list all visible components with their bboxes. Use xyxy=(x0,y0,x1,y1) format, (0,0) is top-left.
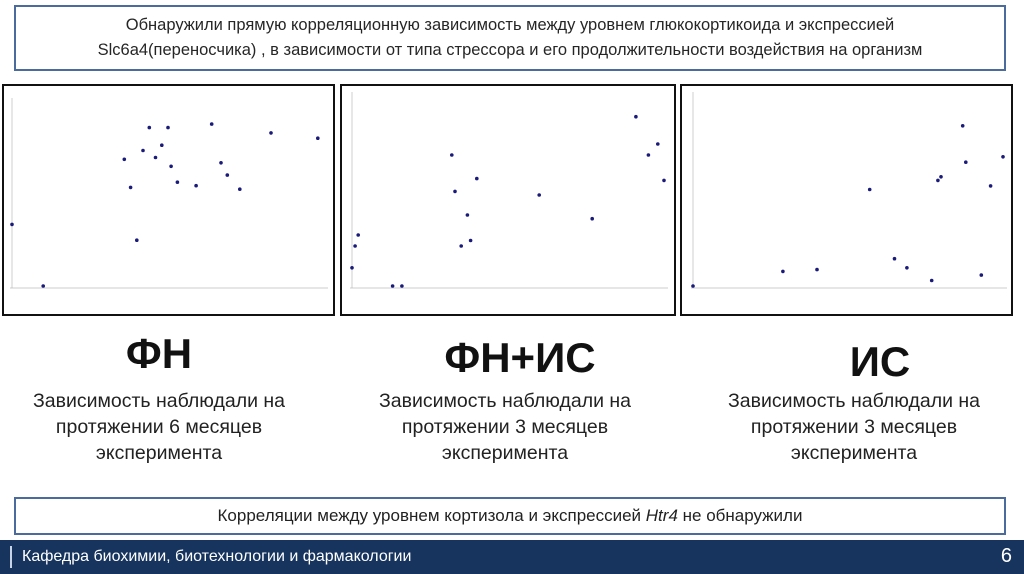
scatter-point xyxy=(961,124,965,128)
header-line-2: Slc6a4(переносчика) , в зависимости от типа стрессора и его продолжительности воздействия на организм xyxy=(97,41,923,59)
department-name: Кафедра биохимии, биотехнологии и фармакологии xyxy=(22,548,412,565)
scatter-panel-fn xyxy=(2,84,335,316)
scatter-point xyxy=(691,284,695,288)
scatter-point xyxy=(129,186,133,190)
conclusion-text-after: не обнаружили xyxy=(677,506,803,525)
scatter-panel-fn-is xyxy=(340,84,676,316)
scatter-chart-fn xyxy=(4,86,333,314)
scatter-point xyxy=(905,266,909,270)
desc-line: протяжении 6 месяцев xyxy=(55,416,263,438)
scatter-point xyxy=(939,175,943,179)
scatter-point xyxy=(930,279,934,283)
desc-line: эксперимента xyxy=(441,442,569,464)
desc-line: эксперимента xyxy=(790,442,918,464)
scatter-point xyxy=(166,126,170,130)
scatter-point xyxy=(964,160,968,164)
desc-line: Зависимость наблюдали на xyxy=(32,390,286,412)
gene-name: Htr4 xyxy=(645,506,678,525)
scatter-point xyxy=(656,142,660,146)
scatter-point xyxy=(169,165,173,169)
scatter-point xyxy=(350,266,354,270)
scatter-point xyxy=(1001,155,1005,159)
conclusion-box xyxy=(14,497,1006,535)
scatter-point xyxy=(537,193,541,197)
footer-divider xyxy=(10,546,12,568)
desc-line: Зависимость наблюдали на xyxy=(727,390,981,412)
scatter-point xyxy=(160,143,164,147)
desc-line: Зависимость наблюдали на xyxy=(378,390,632,412)
scatter-point xyxy=(662,179,666,183)
scatter-point xyxy=(781,270,785,274)
scatter-point xyxy=(466,213,470,217)
scatter-point xyxy=(10,223,14,227)
scatter-point xyxy=(989,184,993,188)
scatter-chart-is xyxy=(682,86,1011,314)
header-line-1: Обнаружили прямую корреляционную зависимость между уровнем глюкокортикоида и экспрессией xyxy=(125,16,895,34)
scatter-point xyxy=(815,268,819,272)
scatter-point xyxy=(590,217,594,221)
group-desc-fn xyxy=(0,388,318,466)
scatter-point xyxy=(141,149,145,153)
scatter-panel-is xyxy=(680,84,1013,316)
scatter-point xyxy=(123,158,127,162)
scatter-point xyxy=(469,239,473,243)
footer xyxy=(0,540,1024,574)
scatter-point xyxy=(154,156,158,160)
scatter-point xyxy=(391,284,395,288)
scatter-point xyxy=(634,115,638,119)
group-label-fn: ФН xyxy=(125,330,193,377)
scatter-point xyxy=(226,173,230,177)
group-label-is: ИС xyxy=(849,338,911,385)
scatter-point xyxy=(210,122,214,126)
scatter-point xyxy=(148,126,152,130)
scatter-point xyxy=(450,153,454,157)
conclusion-text-before: Корреляции между уровнем кортизола и экспрессией xyxy=(217,506,646,525)
scatter-point xyxy=(194,184,198,188)
header-box xyxy=(14,5,1006,71)
scatter-chart-fn-is xyxy=(342,86,674,314)
scatter-point xyxy=(269,131,273,135)
desc-line: эксперимента xyxy=(95,442,223,464)
scatter-point xyxy=(453,190,457,194)
group-desc-is xyxy=(695,388,1013,466)
desc-line: протяжении 3 месяцев xyxy=(750,416,958,438)
scatter-point xyxy=(353,244,357,248)
desc-line: протяжении 3 месяцев xyxy=(401,416,609,438)
scatter-point xyxy=(459,244,463,248)
scatter-point xyxy=(316,136,320,140)
scatter-point xyxy=(219,161,223,165)
scatter-point xyxy=(135,238,139,242)
scatter-point xyxy=(936,179,940,183)
scatter-point xyxy=(980,273,984,277)
scatter-point xyxy=(238,187,242,191)
scatter-point xyxy=(176,180,180,184)
scatter-point xyxy=(475,177,479,181)
scatter-point xyxy=(647,153,651,157)
scatter-point xyxy=(868,188,872,192)
group-desc-fn-is xyxy=(346,388,664,466)
scatter-point xyxy=(356,233,360,237)
scatter-point xyxy=(400,284,404,288)
scatter-point xyxy=(41,284,45,288)
page-number: 6 xyxy=(1000,545,1012,567)
scatter-point xyxy=(893,257,897,261)
group-label-fn-is: ФН+ИС xyxy=(444,334,596,381)
